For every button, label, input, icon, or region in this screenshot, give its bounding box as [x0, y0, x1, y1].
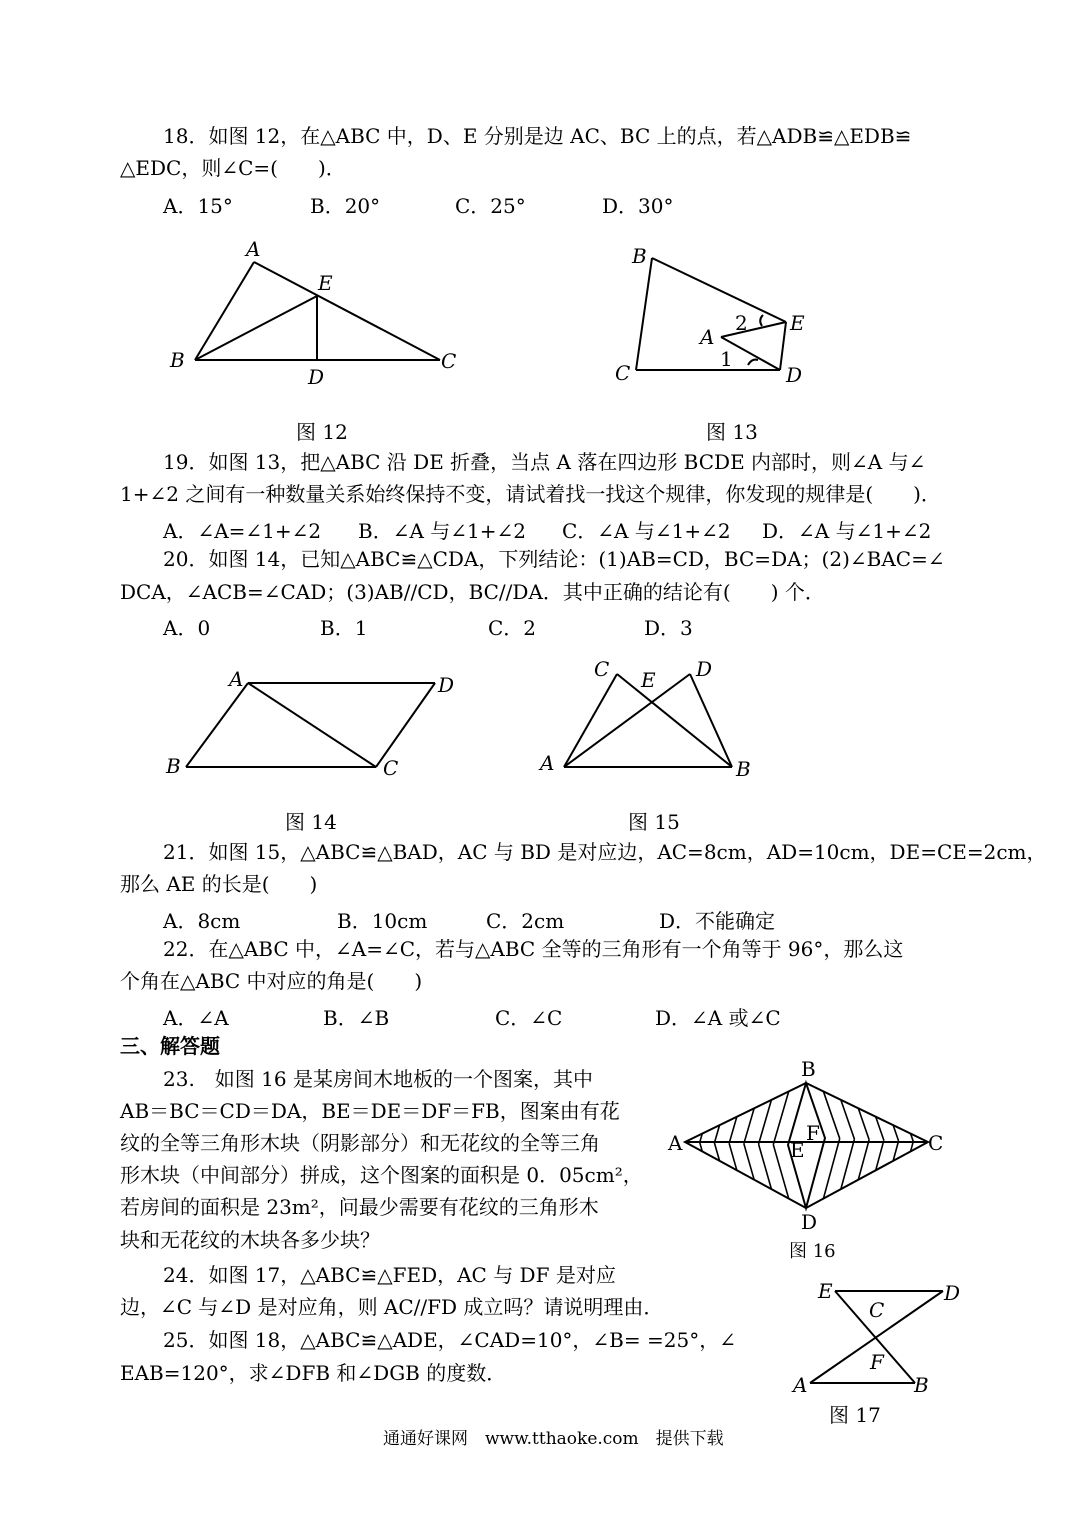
q20-option-b: B．1	[320, 616, 368, 640]
q19-line1: 19．如图 13，把△ABC 沿 DE 折叠，当点 A 落在四边形 BCDE 内部时，则∠A 与∠	[163, 450, 926, 474]
q23-line4: 形木块（中间部分）拼成，这个图案的面积是 0．05cm²，	[120, 1163, 643, 1187]
fig17-label-a: A	[793, 1373, 808, 1397]
q20-option-c: C．2	[488, 616, 537, 640]
fig12-label-d: D	[308, 365, 325, 389]
q25-line1: 25．如图 18，△ABC≌△ADE，∠CAD=10°，∠B= =25°，∠	[163, 1328, 736, 1352]
section-title: 三、解答题	[120, 1034, 220, 1058]
q20-line2: DCA，∠ACB=∠CAD；(3)AB//CD，BC//DA．其中正确的结论有( ) 个．	[120, 580, 825, 604]
fig16-label-e: E	[790, 1138, 805, 1162]
fig16-label-d: D	[801, 1210, 818, 1234]
fig12-label-e: E	[318, 271, 333, 295]
q18-option-a: A．15°	[163, 194, 233, 218]
q19-option-d: D．∠A 与∠1+∠2	[762, 519, 932, 543]
q20-option-a: A．0	[163, 616, 211, 640]
fig17-label-e: E	[818, 1279, 833, 1303]
fig17-label-f: F	[870, 1350, 884, 1374]
q18-line1: 18．如图 12，在△ABC 中，D、E 分别是边 AC、BC 上的点，若△ADB≌△EDB≌	[163, 124, 912, 148]
fig16-label-f: F	[806, 1121, 820, 1145]
fig17-label-b: B	[914, 1373, 929, 1397]
fig13-label-1: 1	[720, 347, 733, 371]
q18-line2: △EDC，则∠C=( )．	[120, 156, 346, 180]
fig13-caption: 图 13	[706, 420, 758, 444]
q21-option-c: C．2cm	[486, 909, 565, 933]
fig12-label-b: B	[170, 348, 185, 372]
q18-option-d: D．30°	[602, 194, 674, 218]
q22-option-b: B．∠B	[323, 1006, 390, 1030]
fig15-label-a: A	[540, 751, 555, 775]
fig13-label-b: B	[632, 244, 647, 268]
fig14-label-a: A	[229, 667, 244, 691]
q23-line3: 纹的全等三角形木块（阴影部分）和无花纹的全等三角	[120, 1131, 600, 1155]
fig13-label-a: A	[700, 325, 715, 349]
q21-line1: 21．如图 15，△ABC≌△BAD，AC 与 BD 是对应边，AC=8cm，AD=10cm，DE=CE=2cm，	[163, 840, 1047, 864]
q22-option-d: D．∠A 或∠C	[655, 1006, 781, 1030]
q23-line1: 23. 如图 16 是某房间木地板的一个图案，其中	[163, 1067, 593, 1091]
fig14-label-c: C	[383, 756, 399, 780]
q24-line1: 24．如图 17，△ABC≌△FED，AC 与 DF 是对应	[163, 1263, 616, 1287]
q22-line1: 22．在△ABC 中，∠A=∠C，若与△ABC 全等的三角形有一个角等于 96°，那么这	[163, 937, 904, 961]
q25-line2: EAB=120°，求∠DFB 和∠DGB 的度数．	[120, 1361, 507, 1385]
q24-line2: 边，∠C 与∠D 是对应角，则 AC//FD 成立吗？请说明理由．	[120, 1295, 664, 1319]
fig17-caption: 图 17	[829, 1403, 881, 1427]
fig13-label-e: E	[790, 311, 805, 335]
fig15-label-e: E	[641, 668, 656, 692]
fig12-caption: 图 12	[296, 420, 348, 444]
fig14-caption: 图 14	[285, 810, 337, 834]
fig16-caption: 图 16	[789, 1241, 836, 1262]
q21-option-a: A．8cm	[163, 909, 241, 933]
fig16-label-b: B	[801, 1057, 816, 1081]
q22-option-a: A．∠A	[163, 1006, 229, 1030]
q18-option-b: B．20°	[310, 194, 381, 218]
fig13-label-2: 2	[735, 311, 748, 335]
q21-option-d: D．不能确定	[659, 909, 776, 933]
q22-line2: 个角在△ABC 中对应的角是( )	[120, 969, 423, 993]
q21-line2: 那么 AE 的长是( )	[120, 872, 318, 896]
fig12-label-c: C	[441, 349, 457, 373]
fig17-label-d: D	[944, 1281, 961, 1305]
fig15-caption: 图 15	[628, 810, 680, 834]
q21-option-b: B．10cm	[337, 909, 428, 933]
q19-line2: 1+∠2 之间有一种数量关系始终保持不变，请试着找一找这个规律，你发现的规律是( )．	[120, 482, 941, 506]
q23-line5: 若房间的面积是 23m²，问最少需要有花纹的三角形木	[120, 1195, 599, 1219]
q20-option-d: D．3	[644, 616, 693, 640]
fig13-label-d: D	[786, 363, 803, 387]
fig15-label-c: C	[594, 657, 610, 681]
q20-line1: 20．如图 14，已知△ABC≌△CDA，下列结论：(1)AB=CD，BC=DA；(2)∠BAC=∠	[163, 547, 945, 571]
fig16-label-a: A	[668, 1131, 683, 1155]
fig15-label-b: B	[736, 757, 751, 781]
fig13-label-c: C	[615, 361, 631, 385]
q23-line6: 块和无花纹的木块各多少块？	[120, 1228, 380, 1252]
q18-option-c: C．25°	[455, 194, 526, 218]
q19-option-c: C．∠A 与∠1+∠2	[562, 519, 731, 543]
q19-option-a: A．∠A=∠1+∠2	[163, 519, 322, 543]
fig14-label-b: B	[166, 754, 181, 778]
fig15-label-d: D	[696, 657, 713, 681]
fig14-label-d: D	[438, 673, 455, 697]
fig12-label-a: A	[246, 237, 261, 261]
fig16-label-c: C	[928, 1131, 944, 1155]
q22-option-c: C．∠C	[495, 1006, 563, 1030]
fig17-label-c: C	[869, 1298, 885, 1322]
page-footer: 通通好课网 www.tthaoke.com 提供下载	[383, 1429, 724, 1449]
q19-option-b: B．∠A 与∠1+∠2	[358, 519, 526, 543]
q23-line2: AB＝BC＝CD＝DA，BE＝DE＝DF＝FB，图案由有花	[120, 1099, 620, 1123]
